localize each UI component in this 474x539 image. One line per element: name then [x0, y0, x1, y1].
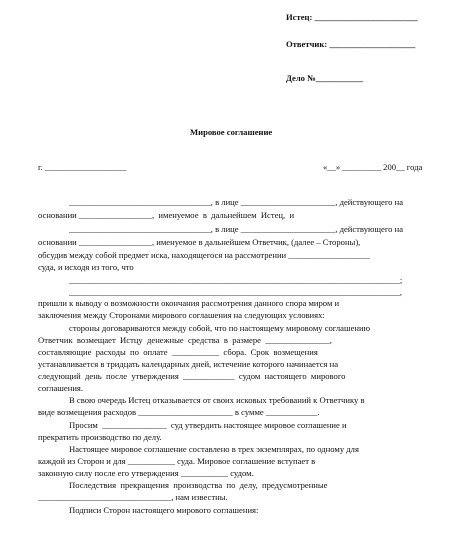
body-line-8: _____________________________________________________________________________, [69, 287, 403, 297]
date-field: «__» _________ 200__ года [323, 162, 423, 172]
body-line-19: Просим _______________ суд утвердить настоящее мировое соглашение и [69, 420, 347, 430]
body-line-15: следующий день после утверждения ____________ судом настоящего мирового [38, 371, 346, 381]
body-line-25: _______________________________, нам известны. [38, 492, 228, 502]
body-line-10: заключения между Сторонами мирового соглашения на следующих условиях: [38, 310, 325, 320]
body-line-21: Настоящее мировое соглашение составлено в трех экземплярах, по одному для [69, 444, 359, 454]
body-line-22: каждой из Сторон и для ___________ суда. Мировое соглашение вступает в [38, 456, 316, 466]
body-line-24: Последствия прекращения производства по делу, предусмотренные [69, 480, 328, 490]
body-line-6: суда, и исходя из того, что [38, 262, 134, 272]
document-title: Мировое соглашение [190, 127, 273, 137]
body-line-23: законную силу после его утверждения ___________ судом. [38, 468, 254, 478]
body-line-20: прекратить производство по делу. [38, 432, 162, 442]
body-line-13: составляющие расходы по оплате ___________ сбора. Срок возмещения [38, 347, 318, 357]
body-line-2: основании _________________, именуемое в дальнейшем Истец, и [38, 210, 295, 220]
defendant-line: Ответчик: ____________________ [286, 39, 416, 49]
body-line-9: пришли к выводу о возможности окончания рассмотрения данного спора миром и [38, 298, 340, 308]
body-line-14: устанавливается в тридцать календарных дней, истечение которого начинается на [38, 359, 339, 369]
body-line-1: _________________________________, в лице ______________________, действующего на [69, 197, 404, 207]
body-line-7: _____________________________________________________________________________; [69, 275, 403, 285]
body-line-18: виде возмещения расходов ______________________ в сумме ____________. [38, 407, 320, 417]
body-line-5: обсудив между собой предмет иска, находящегося на рассмотрении ___________________ [38, 250, 370, 260]
body-line-17: В свою очередь Истец отказывается от своих исковых требований к Ответчику в [69, 395, 365, 405]
body-line-4: основании _________________, именуемое в дальнейшем Ответчик, (далее – Стороны), [38, 237, 361, 247]
body-line-11: стороны договариваются между собой, что по настоящему мировому соглашению [69, 323, 371, 333]
body-line-3: _________________________________, в лице ______________________, действующего на [69, 224, 404, 234]
plaintiff-line: Истец: ________________________ [286, 12, 418, 22]
body-line-12: Ответчик возмещает Истцу денежные средства в размере _______________, [38, 335, 332, 345]
place-field: г. ___________________ [38, 162, 127, 172]
body-line-26: Подписи Сторон настоящего мирового соглашения: [69, 505, 259, 515]
body-line-16: соглашения. [38, 383, 84, 393]
case-number-line: Дело №___________ [286, 73, 363, 83]
